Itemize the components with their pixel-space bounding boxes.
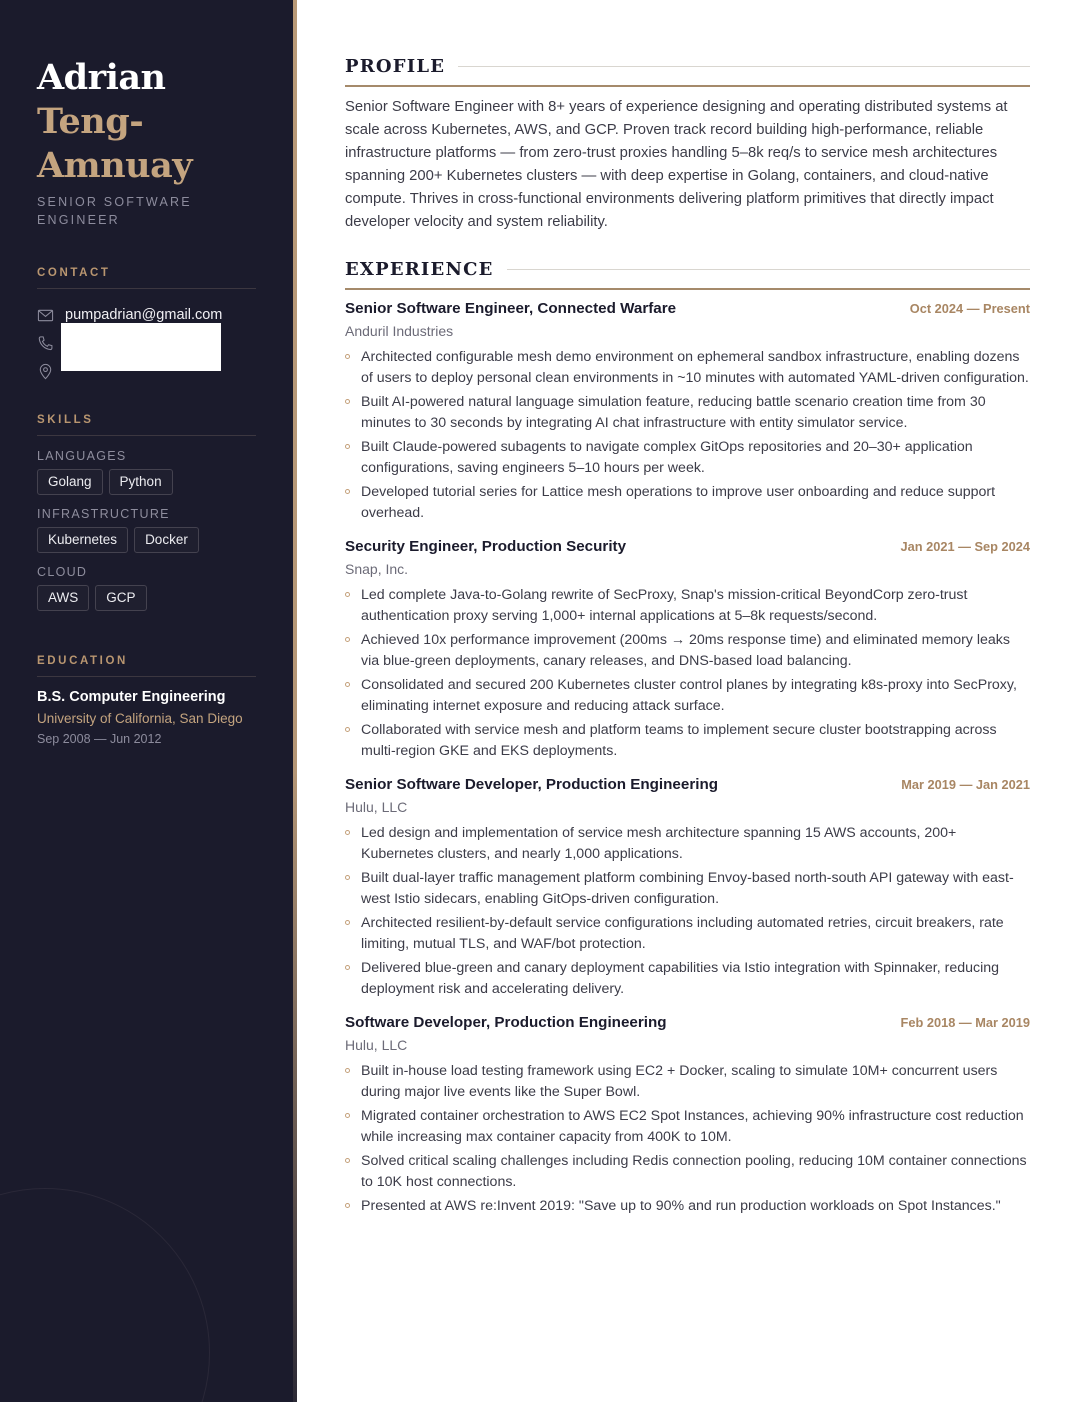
bullet-item	[345, 675, 1030, 717]
bullet-text: Migrated container orchestration to AWS EC2 Spot Instances, achieving 90% infrastructure cost reduction while increasing max container capacity from 400K to 10M.	[361, 1108, 1024, 1145]
job-dates: Oct 2024 — Present	[909, 301, 1030, 316]
bullet-icon	[345, 592, 350, 597]
bullet-item	[345, 958, 1030, 1000]
decorative-circle	[0, 1188, 210, 1402]
bullet-item	[345, 392, 1030, 434]
name-last: Teng-Amnuay	[37, 101, 193, 186]
job-entry	[345, 776, 1030, 1000]
skill-chip: Python	[109, 469, 173, 495]
candidate-name	[37, 56, 237, 188]
heading-divider	[507, 269, 1030, 270]
experience-heading: EXPERIENCE	[345, 259, 494, 280]
bullet-text: Built AI-powered natural language simulation feature, reducing battle scenario creation time from 30 minutes to 30 seconds by integrating AI chat infrastructure with entity simulator service.	[361, 394, 986, 431]
skill-chip: Golang	[37, 469, 103, 495]
job-company: Hulu, LLC	[345, 799, 408, 815]
bullet-text: Led complete Java-to-Golang rewrite of SecProxy, Snap's mission-critical BeyondCorp zero-trust authentication proxy serving 1,000+ internal applications at 5–8k requests/second.	[361, 587, 968, 624]
profile-heading: PROFILE	[345, 56, 446, 77]
job-bullets	[345, 1061, 1030, 1217]
bullet-text: Delivered blue-green and canary deployment capabilities via Istio integration with Spinnaker, reducing deployment risk and accelerating delivery.	[361, 960, 1000, 997]
bullet-text: Built in-house load testing framework using EC2 + Docker, scaling to simulate 10M+ concurrent users during major live events like the Super Bowl.	[361, 1063, 998, 1100]
bullet-icon	[345, 354, 350, 359]
job-dates: Feb 2018 — Mar 2019	[900, 1015, 1030, 1030]
heading-divider	[458, 66, 1030, 67]
bullet-icon	[345, 875, 350, 880]
bullet-item	[345, 482, 1030, 524]
job-bullets	[345, 823, 1030, 1000]
email-text[interactable]: pumpadrian@gmail.com	[65, 307, 223, 323]
profile-summary: Senior Software Engineer with 8+ years of experience designing and operating distributed systems at scale across Kubernetes, AWS, and GCP. Proven track record building high-performance, reliable infrastructure platforms — from zero-trust proxies handling 5–8k req/s to service mesh architectures spanning 200+ Kubernetes clusters — with deep expertise in Golang, containers, and cloud-native compute. Thrives in cross-functional environments delivering platform primitives that directly impact developer velocity and system reliability.	[345, 99, 1008, 230]
job-title: Security Engineer, Production Security	[345, 538, 627, 555]
bullet-text: Developed tutorial series for Lattice mesh operations to improve user onboarding and reduce support overhead.	[361, 484, 996, 521]
job-title: Software Developer, Production Engineering	[345, 1014, 667, 1031]
job-header	[345, 776, 1030, 793]
bullet-text: Built Claude-powered subagents to navigate complex GitOps repositories and 20–30+ application configurations, saving engineers 5–10 hours per week.	[361, 439, 973, 476]
job-entry	[345, 300, 1030, 524]
bullet-item	[345, 1196, 1030, 1217]
bullet-text: Collaborated with service mesh and platform teams to implement secure cluster bootstrapping across multi-region GKE and EKS deployments.	[361, 722, 997, 759]
main-content	[345, 56, 1030, 1220]
education-dates: Sep 2008 — Jun 2012	[37, 732, 162, 746]
skill-chips	[37, 527, 256, 553]
skill-chip: AWS	[37, 585, 89, 611]
education-degree: B.S. Computer Engineering	[37, 689, 226, 705]
bullet-item	[345, 630, 1030, 672]
section-rule	[345, 288, 1030, 290]
job-title: Senior Software Engineer, Connected Warfare	[345, 300, 677, 317]
skill-chip: Docker	[134, 527, 199, 553]
skill-group-label: INFRASTRUCTURE	[37, 507, 170, 521]
bullet-text: Led design and implementation of service mesh architecture spanning 15 AWS accounts, 200+ Kubernetes clusters, and nearly 1,000 applications.	[361, 825, 957, 862]
bullet-icon	[345, 1068, 350, 1073]
location-icon	[37, 363, 54, 380]
profile-header	[345, 56, 1030, 77]
job-dates: Jan 2021 — Sep 2024	[900, 539, 1030, 554]
bullet-text: Built dual-layer traffic management platform combining Envoy-based north-south API gateway with east-west Istio sidecars, enabling GitOps-driven configuration.	[361, 870, 1014, 907]
redacted-block	[61, 323, 221, 371]
job-company: Anduril Industries	[345, 323, 454, 339]
contact-list	[37, 301, 256, 385]
bullet-icon	[345, 965, 350, 970]
job-company: Hulu, LLC	[345, 1037, 408, 1053]
job-company: Snap, Inc.	[345, 561, 409, 577]
sidebar-accent-rule	[293, 0, 297, 1402]
job-header	[345, 1014, 1030, 1031]
skill-chip: Kubernetes	[37, 527, 128, 553]
bullet-text: Architected configurable mesh demo environment on ephemeral sandbox infrastructure, enabling dozens of users to deploy personal clean environments in ~10 minutes with automated YAML-driven configuration.	[361, 349, 1029, 386]
section-rule	[345, 85, 1030, 87]
bullet-item	[345, 823, 1030, 865]
bullet-icon	[345, 637, 350, 642]
bullet-icon	[345, 1158, 350, 1163]
bullet-item	[345, 437, 1030, 479]
bullet-icon	[345, 1113, 350, 1118]
job-entry	[345, 538, 1030, 762]
job-bullets	[345, 585, 1030, 762]
job-dates: Mar 2019 — Jan 2021	[901, 777, 1030, 792]
job-header	[345, 300, 1030, 317]
name-first: Adrian	[37, 57, 166, 98]
bullet-icon	[345, 399, 350, 404]
bullet-icon	[345, 682, 350, 687]
role-title: SENIOR SOFTWARE ENGINEER	[37, 195, 192, 227]
skill-chip: GCP	[95, 585, 146, 611]
skills-section	[37, 414, 256, 611]
bullet-item	[345, 913, 1030, 955]
bullet-icon	[345, 1203, 350, 1208]
job-entry	[345, 1014, 1030, 1217]
contact-section	[37, 267, 256, 385]
education-school: University of California, San Diego	[37, 711, 243, 726]
bullet-item	[345, 1061, 1030, 1103]
job-bullets	[345, 347, 1030, 524]
skill-chips	[37, 469, 256, 495]
experience-section	[345, 259, 1030, 1217]
bullet-text: Architected resilient-by-default service configurations including automated retries, circuit breakers, rate limiting, mutual TLS, and WAF/bot protection.	[361, 915, 1004, 952]
bullet-icon	[345, 489, 350, 494]
bullet-icon	[345, 920, 350, 925]
bullet-item	[345, 868, 1030, 910]
job-list	[345, 300, 1030, 1217]
contact-heading: CONTACT	[37, 267, 256, 289]
bullet-text: Solved critical scaling challenges including Redis connection pooling, reducing 10M container connections to 10K host connections.	[361, 1153, 1027, 1190]
bullet-item	[345, 1106, 1030, 1148]
bullet-icon	[345, 830, 350, 835]
skill-chips	[37, 585, 256, 611]
bullet-item	[345, 585, 1030, 627]
education-heading: EDUCATION	[37, 655, 256, 677]
bullet-icon	[345, 444, 350, 449]
bullet-item	[345, 1151, 1030, 1193]
bullet-icon	[345, 727, 350, 732]
education-section	[37, 655, 256, 746]
mail-icon	[37, 307, 54, 324]
bullet-text: Consolidated and secured 200 Kubernetes cluster control planes by integrating k8s-proxy into SecProxy, eliminating internet exposure and reducing attack surface.	[361, 677, 1017, 714]
experience-header	[345, 259, 1030, 280]
bullet-text: Presented at AWS re:Invent 2019: "Save up to 90% and run production workloads on Spot Instances."	[361, 1198, 1001, 1214]
job-header	[345, 538, 1030, 555]
skill-group-label: CLOUD	[37, 565, 88, 579]
sidebar	[0, 0, 293, 1402]
skills-heading: SKILLS	[37, 414, 256, 436]
profile-section	[345, 56, 1030, 234]
skill-group-label: LANGUAGES	[37, 449, 127, 463]
bullet-item	[345, 347, 1030, 389]
bullet-item	[345, 720, 1030, 762]
job-title: Senior Software Developer, Production Engineering	[345, 776, 719, 793]
bullet-text: Achieved 10x performance improvement (200ms → 20ms response time) and eliminated memory leaks via blue-green deployments, canary releases, and DNS-based load balancing.	[361, 632, 1010, 669]
phone-icon	[37, 335, 54, 352]
